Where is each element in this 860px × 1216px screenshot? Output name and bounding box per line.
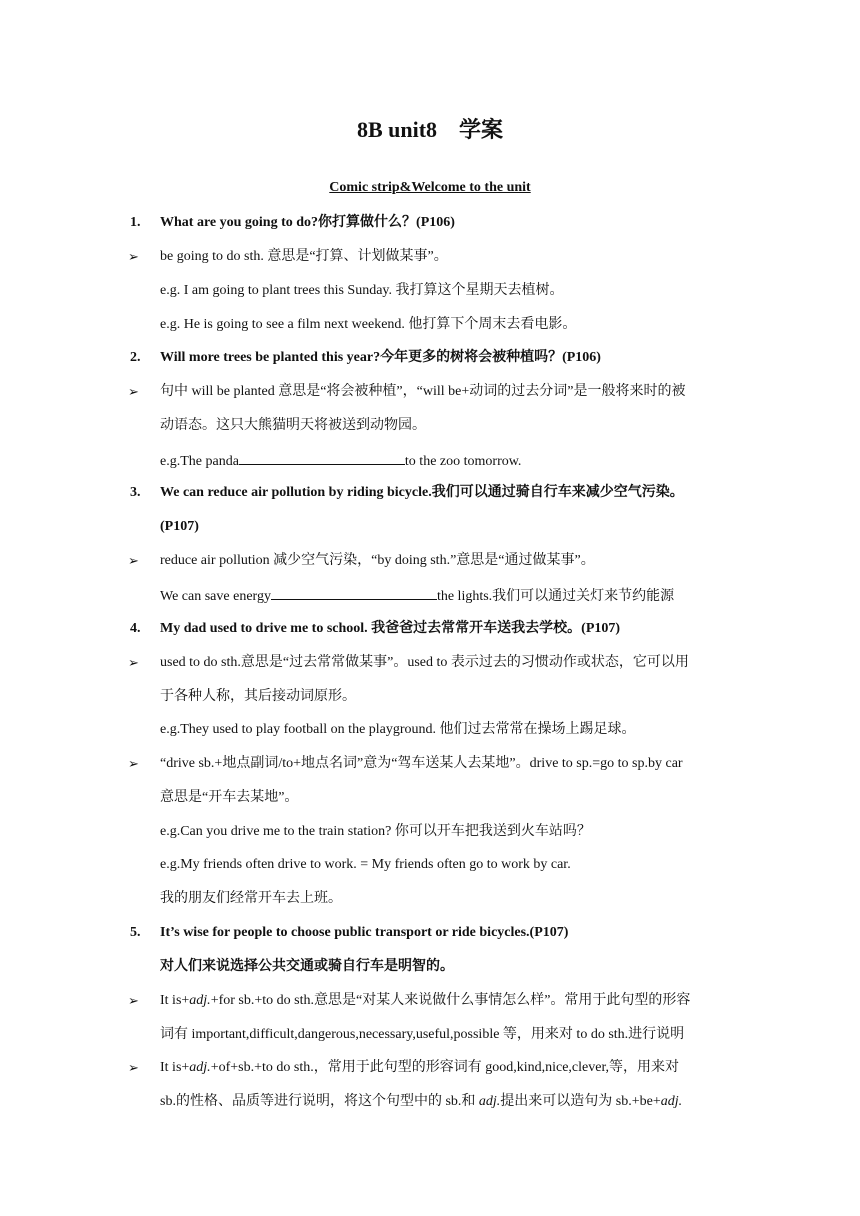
item-number: 5. [130,925,141,940]
answer-blank [271,585,437,600]
italic-adj: adj. [189,993,211,1008]
page-title: 8B unit8 学案 [356,117,504,142]
example-translation: 我的朋友们经常开车去上班。 [160,891,342,906]
item-number: 2. [130,350,141,365]
example-text: e.g. I am going to plant trees this Sunday. 我打算这个星期天去植树。 [160,283,564,298]
item-question: My dad used to drive me to school. 我爸爸过去常常开车送我去学校。(P107) [160,621,621,636]
item-question: We can reduce air pollution by riding bicycle.我们可以通过骑自行车来减少空气污染。 [160,485,684,500]
bullet-icon: ➢ [128,1060,139,1075]
bullet-icon: ➢ [128,384,139,399]
item-question-continued: 对人们来说选择公共交通或骑自行车是明智的。 [160,959,454,974]
bullet-text-continued: 词有 important,difficult,dangerous,necessary,useful,possible 等，用来对 to do sth.进行说明 [160,1027,685,1042]
italic-adj: adj. [189,1060,211,1075]
item-number: 3. [130,485,141,500]
text-segment: It is+ [160,1060,190,1075]
bullet-text-continued [160,1092,682,1112]
example-text: to the zoo tomorrow. [404,454,522,469]
example-fill-in [160,450,521,472]
example-text: e.g.Can you drive me to the train station? 你可以开车把我送到火车站吗？ [160,824,591,839]
example-text: the lights.我们可以通过关灯来节约能源 [436,589,675,604]
section-subtitle: Comic strip&Welcome to the unit [329,180,531,195]
text-segment: sb.的性格、品质等进行说明，将这个句型中的 sb.和 [160,1094,479,1109]
bullet-text-continued: 动语态。这只大熊猫明天将被送到动物园。 [160,418,426,433]
bullet-text-continued: 意思是“开车去某地”。 [160,790,299,805]
bullet-text-continued: 于各种人称，其后接动词原形。 [160,689,356,704]
item-question: What are you going to do?你打算做什么？(P106) [160,215,455,230]
item-number: 1. [130,215,141,230]
example-fill-in [160,585,674,607]
bullet-icon: ➢ [128,756,139,771]
answer-blank [239,450,405,465]
bullet-icon: ➢ [128,993,139,1008]
bullet-text [160,1058,679,1078]
example-text: e.g.My friends often drive to work. = My friends often go to work by car. [160,857,571,872]
example-text: e.g. He is going to see a film next weekend. 他打算下个周末去看电影。 [160,317,577,332]
item-number: 4. [130,621,141,636]
bullet-text: be going to do sth. 意思是“打算、计划做某事”。 [160,249,448,264]
bullet-icon: ➢ [128,553,139,568]
bullet-icon: ➢ [128,655,139,670]
example-text: We can save energy [160,589,271,604]
bullet-text: reduce air pollution 减少空气污染，“by doing sth.”意思是“通过做某事”。 [160,553,595,568]
bullet-text: used to do sth.意思是“过去常常做某事”。used to 表示过去的习惯动作或状态，它可以用 [160,655,689,670]
text-segment: 提出来可以造句为 sb.+be+ [500,1094,661,1109]
item-question-continued: (P107) [160,519,199,534]
example-text: e.g.They used to play football on the playground. 他们过去常常在操场上踢足球。 [160,722,636,737]
item-question: It’s wise for people to choose public transport or ride bicycles.(P107) [160,925,569,940]
bullet-text [160,991,690,1011]
italic-adj: adj. [660,1094,683,1109]
text-segment: +of+sb.+to do sth.，常用于此句型的形容词有 good,kind,nice,clever,等，用来对 [210,1060,680,1075]
italic-adj: adj. [478,1094,501,1109]
item-question: Will more trees be planted this year?今年更多的树将会被种植吗？(P106) [160,350,601,365]
text-segment: It is+ [160,993,190,1008]
example-text: e.g.The panda [160,454,239,469]
bullet-icon: ➢ [128,249,139,264]
bullet-text: “drive sb.+地点副词/to+地点名词”意为“驾车送某人去某地”。drive to sp.=go to sp.by car [160,756,683,771]
bullet-text: 句中 will be planted 意思是“将会被种植”，“will be+动词的过去分词”是一般将来时的被 [160,384,686,399]
text-segment: +for sb.+to do sth.意思是“对某人来说做什么事情怎么样”。常用于此句型的形容 [210,993,691,1008]
